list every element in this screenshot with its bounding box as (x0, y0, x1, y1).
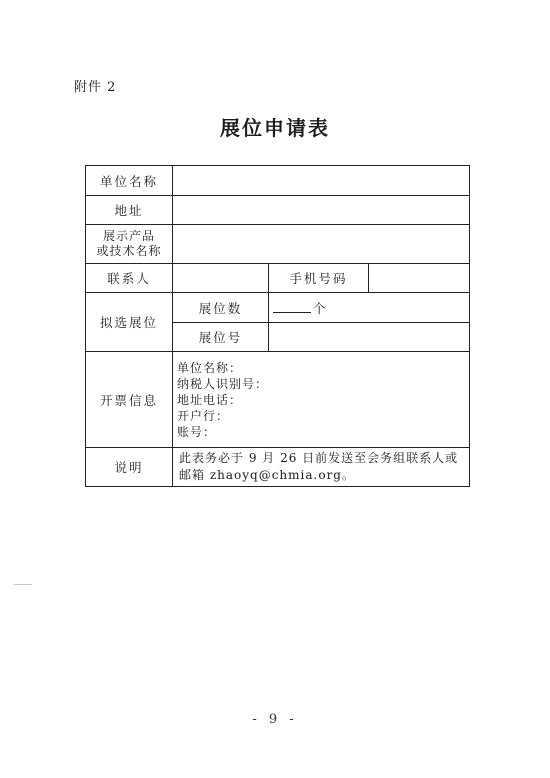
row-product (86, 225, 470, 264)
mobile-label: 手机号码 (269, 264, 369, 293)
row-unit-name (86, 166, 470, 196)
row-booth-count (86, 293, 470, 323)
booth-number-label: 展位号 (173, 323, 269, 352)
booth-application-form (85, 165, 470, 487)
scan-artifact (14, 584, 32, 585)
row-address (86, 196, 470, 225)
invoice-info[interactable] (173, 352, 470, 448)
product-field[interactable] (173, 225, 470, 264)
product-label-line1: 展示产品 (102, 229, 155, 243)
attachment-label: 附件 2 (74, 80, 117, 95)
address-field[interactable] (173, 196, 470, 225)
mobile-field[interactable] (369, 264, 470, 293)
invoice-line-unit-name: 单位名称： (177, 360, 243, 375)
address-label: 地址 (86, 196, 173, 225)
unit-name-label: 单位名称 (86, 166, 173, 196)
invoice-line-bank: 开户行： (177, 408, 230, 423)
invoice-line-account: 账号： (177, 424, 217, 439)
row-note (86, 448, 470, 487)
contact-field[interactable] (173, 264, 269, 293)
product-label (86, 225, 173, 264)
booth-count-label: 展位数 (173, 293, 269, 323)
unit-name-field[interactable] (173, 166, 470, 196)
page-number: - 9 - (252, 712, 298, 727)
product-label-line2: 或技术名称 (96, 244, 162, 258)
contact-label: 联系人 (86, 264, 173, 293)
booth-count-unit: 个 (313, 300, 326, 316)
row-contact (86, 264, 470, 293)
note-label: 说明 (86, 448, 173, 487)
invoice-line-tax-id: 纳税人识别号： (177, 376, 269, 391)
invoice-label: 开票信息 (86, 352, 173, 448)
booth-count-blank[interactable] (273, 300, 311, 313)
note-text: 此表务必于 9 月 26 日前发送至会务组联系人或邮箱 zhaoyq@chmia.org。 (173, 448, 470, 487)
row-invoice (86, 352, 470, 448)
booth-number-field[interactable] (269, 323, 470, 352)
booth-count-field[interactable] (269, 293, 470, 323)
page-title: 展位申请表 (220, 116, 330, 140)
booth-choice-label: 拟选展位 (86, 293, 173, 352)
invoice-line-address-phone: 地址电话： (177, 392, 243, 407)
